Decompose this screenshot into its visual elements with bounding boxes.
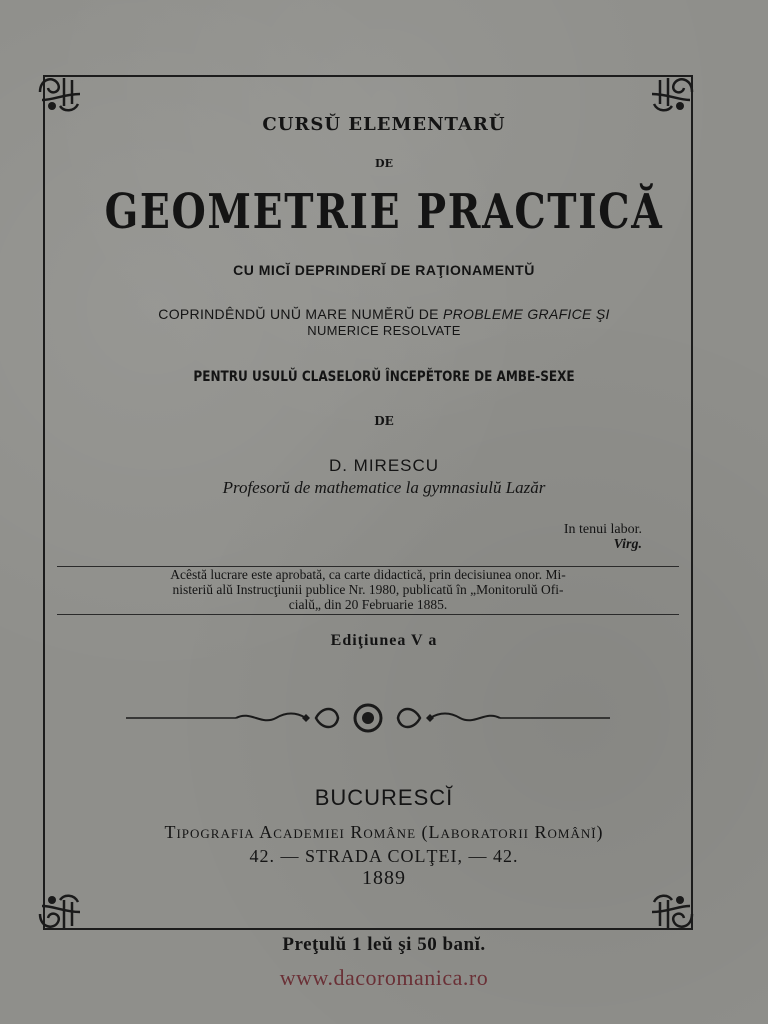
corner-ornament-icon <box>646 70 698 114</box>
year: 1889 <box>362 867 406 889</box>
subtitle: CU MICĬ DEPRINDERĬ DE RAŢIONAMENTŬ <box>233 262 535 278</box>
corner-ornament-icon <box>646 892 698 936</box>
address: 42. — STRADA COLŢEI, — 42. <box>249 846 519 866</box>
main-title: GEOMETRIE PRACTICĂ <box>104 184 664 240</box>
description-line-2: NUMERICE RESOLVATE <box>307 323 461 338</box>
author-name: D. MIRESCU <box>328 456 440 475</box>
audience-line: PENTRU USULŬ CLASELORŬ ÎNCEPĔTORE DE AMBE-SEXE <box>193 369 575 385</box>
author-title: Profesorŭ de mathematice la gymnasiulŭ Lazăr <box>222 478 546 497</box>
approval-line-3: cialŭ„ din 20 Februarie 1885. <box>288 597 448 612</box>
motto-quote: In tenui labor. <box>563 522 642 537</box>
approval-note <box>57 567 679 612</box>
corner-ornament-icon <box>34 70 86 114</box>
by-label: DE <box>374 414 394 428</box>
edition: Ediţiunea V a <box>330 632 438 649</box>
motto-source: Virg. <box>613 537 642 552</box>
city: BUCURESCĬ <box>314 785 454 810</box>
approval-line-1: Acêstă lucrare este aprobată, ca carte didactică, prin decisiunea onor. Mi- <box>170 567 566 582</box>
center-ornament-icon <box>126 702 610 734</box>
de-small: DE <box>375 157 393 170</box>
description-line-1 <box>0 306 768 322</box>
watermark-url: www.dacoromanica.ro <box>279 965 489 990</box>
description-line-1b: PROBLEME GRAFICE ŞI <box>442 306 610 322</box>
printer: Tipografia Academiei Române (Laboratorii Românĭ) <box>164 822 604 842</box>
corner-ornament-icon <box>34 892 86 936</box>
divider-rule <box>57 614 679 615</box>
price: Preţulŭ 1 leŭ şi 50 banĭ. <box>282 934 486 955</box>
approval-line-2: nisteriŭ alŭ Instrucţiunii publice Nr. 1980, publicatŭ în „Monitorulŭ Ofi- <box>172 582 564 597</box>
course-line: CURSŬ ELEMENTARŬ <box>262 114 506 135</box>
description-line-1a: COPRINDÊNDŬ UNŬ MARE NUMĔRŬ DE <box>158 306 443 322</box>
